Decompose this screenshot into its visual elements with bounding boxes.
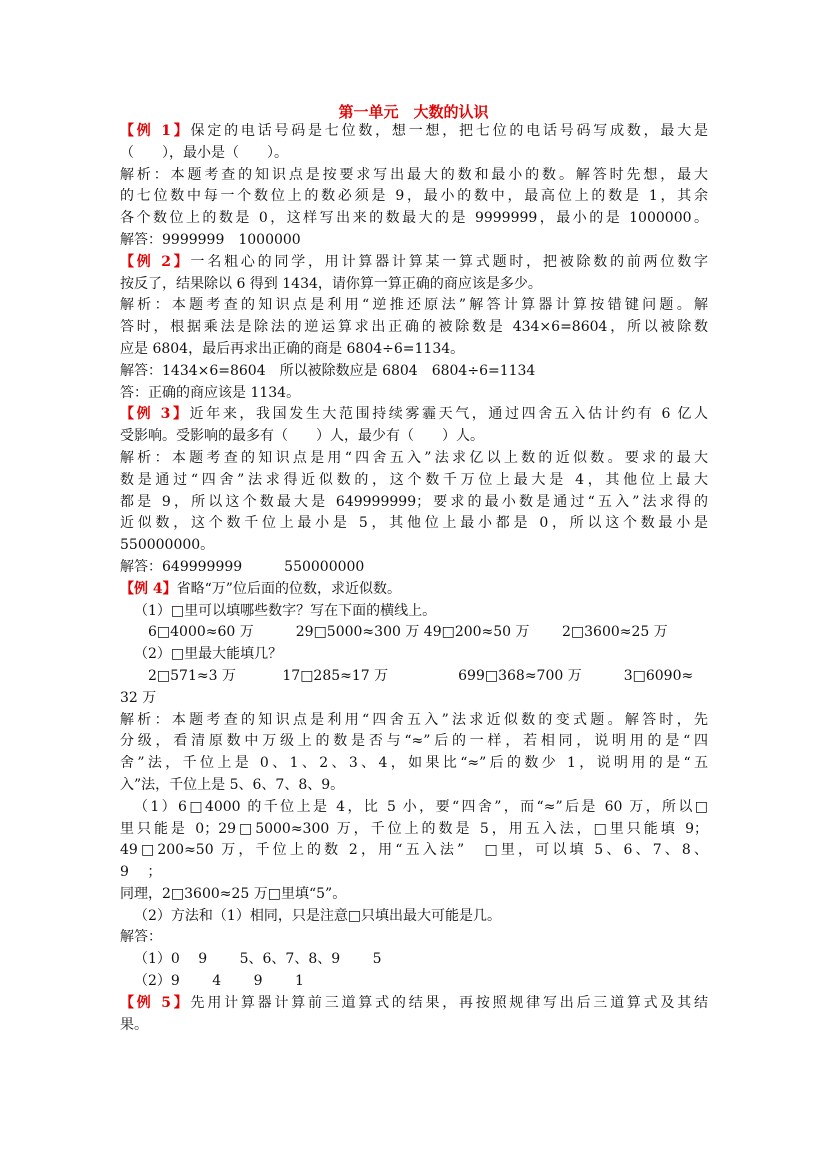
example-heading-line	[120, 404, 708, 426]
text-line	[120, 819, 708, 841]
line-text: 近似数，这个数千位上最小是 5，其他位上最小都是 0，所以这个数最小是	[120, 515, 708, 532]
text-line	[120, 949, 708, 971]
line-text: 550000000。	[120, 537, 215, 554]
line-text: 近年来，我国发生大范围持续雾霾天气，通过四舍五入估计约有 6 亿人	[189, 406, 708, 423]
example-heading-line	[120, 121, 708, 143]
text-line	[120, 492, 708, 514]
line-text: 数是通过“四舍”法求得近似数的，这个数千万位上最大是 4，其他位上最大	[120, 471, 708, 488]
example-label: 【例 5】	[120, 994, 191, 1011]
line-text: 入”法，千位上是 5、6、7、8、9。	[120, 776, 345, 793]
line-text: 解析：本题考查的知识点是利用“四舍五入”法求近似数的变式题。解答时，先	[120, 711, 708, 728]
text-line	[120, 688, 708, 710]
line-text: （2）□里最大能填几？	[134, 646, 283, 663]
text-line	[120, 753, 708, 775]
line-text: （1）6□4000 的千位上是 4，比 5 小，要“四舍”，而“≈”后是 60 万，所以□	[134, 798, 708, 815]
line-text: 应是 6804，最后再求出正确的商是 6804÷6=1134。	[120, 340, 465, 357]
text-line	[120, 797, 708, 819]
text-line	[120, 971, 708, 993]
text-line	[120, 535, 708, 557]
text-line	[120, 666, 708, 688]
line-text: 都是 9，所以这个数最大是 649999999；要求的最小数是通过“五入”法求得的	[120, 493, 708, 510]
line-text: （2）方法和（1）相同，只是注意□只填出最大可能是几。	[134, 907, 502, 924]
line-text: 的七位数中每一个数位上的数必须是 9，最小的数中，最高位上的数是 1，其余	[120, 188, 708, 205]
line-text: （2）9 4 9 1	[134, 973, 304, 990]
line-text: 解答：	[120, 929, 162, 946]
line-text: 解答：9999999 1000000	[120, 231, 301, 248]
line-text: 果。	[120, 1016, 148, 1033]
text-line	[120, 361, 708, 383]
text-line	[120, 557, 708, 579]
line-text: 受影响。受影响的最多有（ ）人，最少有（ ）人。	[120, 428, 484, 445]
text-line	[120, 295, 708, 317]
line-text: 先用计算器计算前三道算式的结果，再按照规律写出后三道算式及其结	[190, 994, 708, 1011]
line-text: 解析：本题考查的知识点是利用“逆推还原法”解答计算器计算按错键问题。解	[120, 297, 708, 314]
text-line	[120, 470, 708, 492]
document-body	[120, 121, 708, 1036]
line-text: （1）0 9 5、6、7、8、9 5	[134, 951, 382, 968]
text-line	[120, 317, 708, 339]
line-text: 省略“万”位后面的位数，求近似数。	[176, 580, 401, 597]
line-text: （1）□里可以填哪些数字？写在下面的横线上。	[134, 602, 437, 619]
text-line	[120, 884, 708, 906]
text-line	[120, 622, 708, 644]
text-line	[120, 601, 708, 623]
page-title: 第一单元 大数的认识	[338, 103, 489, 121]
example-label: 【例 4】	[120, 580, 177, 597]
text-line	[120, 230, 708, 252]
line-text: 2□571≈3 万 17□285≈17 万 699□368≈700 万 3□6090≈	[148, 667, 694, 684]
line-text: 解析：本题考查的知识点是用“四舍五入”法求亿以上数的近似数。要求的最大	[120, 449, 708, 466]
text-line	[120, 644, 708, 666]
line-text: 里只能是 0；29□5000≈300 万，千位上的数是 5，用五入法，□里只能填 9；	[120, 820, 708, 837]
line-text: 解析：本题考查的知识点是按要求写出最大的数和最小的数。解答时先想，最大	[120, 166, 708, 183]
line-text: 保定的电话号码是七位数，想一想，把七位的电话号码写成数，最大是	[190, 123, 708, 139]
line-text: 答时，根据乘法是除法的逆运算求出正确的被除数是 434×6=8604，所以被除数	[120, 319, 708, 336]
text-line	[120, 513, 708, 535]
text-line	[120, 143, 708, 165]
text-line	[120, 165, 708, 187]
line-text: 解答：649999999 550000000	[120, 558, 365, 575]
text-line	[120, 339, 708, 361]
example-heading-line	[120, 252, 708, 274]
line-text: （ ），最小是（ ）。	[120, 144, 288, 161]
line-text: 32 万	[120, 689, 157, 706]
line-text: 答：正确的商应该是 1134。	[120, 384, 301, 401]
example-label: 【例 2】	[120, 253, 191, 270]
text-line	[120, 840, 708, 862]
text-line	[120, 710, 708, 732]
line-text: 舍”法，千位上是 0、1、2、3、4，如果比“≈”后的数少 1，说明用的是“五	[120, 755, 708, 772]
text-line	[120, 208, 708, 230]
text-line	[120, 906, 708, 928]
line-text: 各个数位上的数是 0，这样写出来的数最大的是 9999999，最小的是 1000000。	[120, 210, 708, 227]
line-text: 解答：1434×6=8604 所以被除数应是 6804 6804÷6=1134	[120, 362, 536, 379]
text-line	[120, 731, 708, 753]
line-text: 6□4000≈60 万 29□5000≈300 万 49□200≈50 万 2□3600≈25 万	[148, 624, 668, 641]
text-line	[120, 383, 708, 405]
example-label: 【例 3】	[120, 406, 190, 423]
example-heading-line	[120, 993, 708, 1015]
text-line	[120, 186, 708, 208]
example-label: 【例 1】	[120, 123, 191, 139]
text-line	[120, 448, 708, 470]
text-line	[120, 927, 708, 949]
line-text: 同理，2□3600≈25 万□里填“5”。	[120, 885, 347, 902]
example-heading-line	[120, 579, 708, 601]
text-line	[120, 1015, 708, 1037]
text-line	[120, 862, 708, 884]
line-text: 按反了，结果除以 6 得到 1434，请你算一算正确的商应该是多少。	[120, 275, 542, 292]
text-line	[120, 775, 708, 797]
line-text: 49□200≈50 万，千位上的数 2，用“五入法” □里，可以填 5、6、7、8、	[120, 842, 708, 859]
text-line	[120, 426, 708, 448]
text-line	[120, 274, 708, 296]
line-text: 一名粗心的同学，用计算器计算某一算式题时，把被除数的前两位数字	[190, 253, 708, 270]
line-text: 9 ；	[120, 864, 162, 881]
line-text: 分级，看清原数中万级上的数是否与“≈”后的一样，若相同，说明用的是“四	[120, 733, 708, 750]
